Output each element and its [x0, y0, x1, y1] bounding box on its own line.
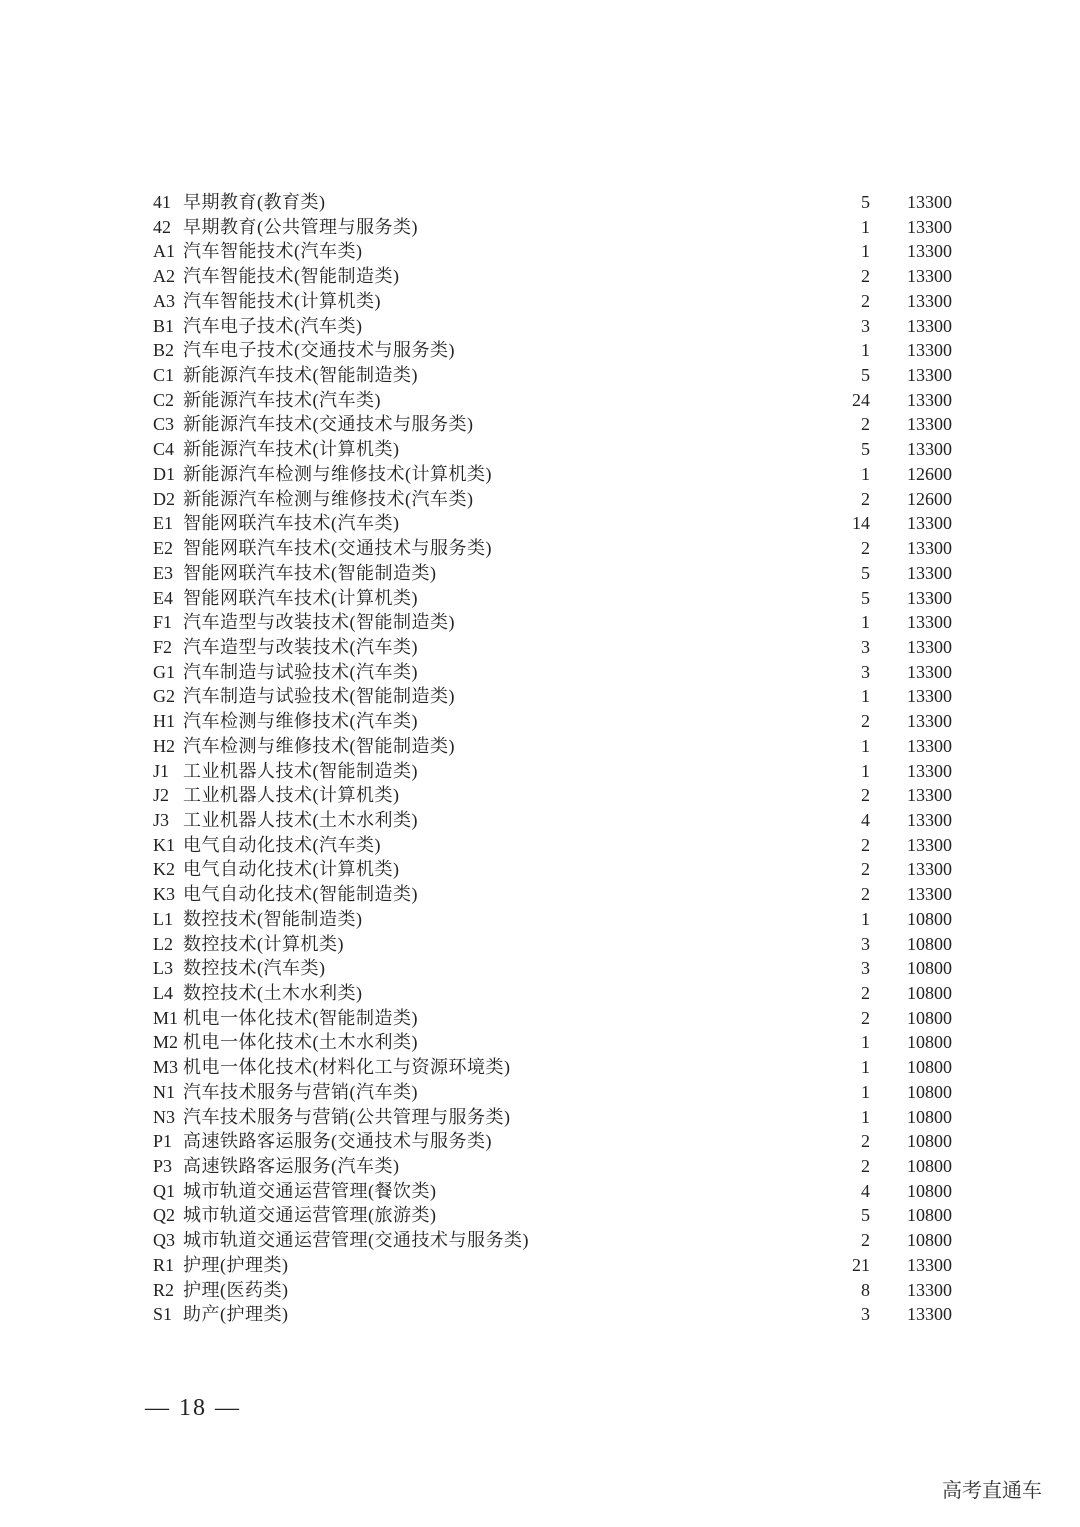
table-row: [153, 1228, 973, 1253]
program-name: 新能源汽车检测与维修技术(计算机类): [183, 463, 492, 484]
program-code: H1: [153, 711, 175, 732]
program-code: G2: [153, 686, 175, 707]
program-code: L2: [153, 933, 173, 954]
tuition-fee: 13300: [907, 1304, 952, 1325]
table-row: [153, 981, 973, 1006]
tuition-fee: 10800: [907, 1106, 952, 1127]
table-row: [153, 1129, 973, 1154]
tuition-fee: 13300: [907, 365, 952, 386]
program-name: 工业机器人技术(智能制造类): [183, 760, 418, 781]
program-code: F2: [153, 636, 173, 657]
enrollment-count: 1: [861, 1032, 870, 1053]
enrollment-count: 2: [861, 859, 870, 880]
table-row: [153, 363, 973, 388]
enrollment-count: 3: [861, 933, 870, 954]
program-name: 机电一体化技术(材料化工与资源环境类): [183, 1057, 511, 1078]
enrollment-count: 2: [861, 1156, 870, 1177]
table-row: [153, 907, 973, 932]
enrollment-count: 1: [861, 1081, 870, 1102]
program-name: 工业机器人技术(计算机类): [183, 785, 400, 806]
program-code: G1: [153, 661, 175, 682]
enrollment-count: 2: [861, 1007, 870, 1028]
table-row: [153, 190, 973, 215]
enrollment-count: 1: [861, 463, 870, 484]
table-row: [153, 1154, 973, 1179]
table-row: [153, 561, 973, 586]
enrollment-count: 2: [861, 785, 870, 806]
enrollment-count: 2: [861, 538, 870, 559]
program-code: J1: [153, 760, 170, 781]
enrollment-count: 2: [861, 290, 870, 311]
tuition-fee: 13300: [907, 785, 952, 806]
program-code: Q2: [153, 1205, 175, 1226]
enrollment-count: 2: [861, 1230, 870, 1251]
tuition-fee: 13300: [907, 216, 952, 237]
enrollment-count: 2: [861, 711, 870, 732]
program-code: A2: [153, 266, 175, 287]
table-row: [153, 388, 973, 413]
table-row: [153, 289, 973, 314]
program-name: 电气自动化技术(计算机类): [183, 859, 400, 880]
program-name: 数控技术(智能制造类): [183, 908, 363, 929]
enrollment-count: 5: [861, 365, 870, 386]
program-code: L3: [153, 958, 173, 979]
program-name: 数控技术(计算机类): [183, 933, 344, 954]
table-row: [153, 1203, 973, 1228]
page-number: — 18 —: [145, 1395, 241, 1421]
tuition-fee: 13300: [907, 859, 952, 880]
tuition-fee: 13300: [907, 809, 952, 830]
program-name: 数控技术(汽车类): [183, 958, 326, 979]
enrollment-count: 2: [861, 488, 870, 509]
program-name: 新能源汽车技术(交通技术与服务类): [183, 414, 474, 435]
enrollment-count: 1: [861, 241, 870, 262]
table-row: [153, 1253, 973, 1278]
program-name: 新能源汽车技术(智能制造类): [183, 365, 418, 386]
enrollment-count: 1: [861, 686, 870, 707]
program-code: N3: [153, 1106, 175, 1127]
table-row: [153, 660, 973, 685]
tuition-fee: 13300: [907, 266, 952, 287]
tuition-fee: 10800: [907, 958, 952, 979]
program-name: 智能网联汽车技术(计算机类): [183, 587, 418, 608]
program-code: L1: [153, 908, 173, 929]
table-row: [153, 412, 973, 437]
table-row: [153, 709, 973, 734]
table-row: [153, 1006, 973, 1031]
tuition-fee: 13300: [907, 241, 952, 262]
table-row: [153, 808, 973, 833]
program-code: Q1: [153, 1180, 175, 1201]
program-code: 42: [153, 216, 171, 237]
program-code: S1: [153, 1304, 173, 1325]
program-name: 高速铁路客运服务(汽车类): [183, 1156, 400, 1177]
enrollment-count: 5: [861, 587, 870, 608]
program-code: B2: [153, 340, 175, 361]
program-name: 汽车技术服务与营销(公共管理与服务类): [183, 1106, 511, 1127]
tuition-fee: 13300: [907, 389, 952, 410]
table-row: [153, 882, 973, 907]
table-row: [153, 783, 973, 808]
enrollment-count: 21: [852, 1254, 870, 1275]
program-code: K2: [153, 859, 175, 880]
enrollment-count: 24: [852, 389, 870, 410]
enrollment-count: 3: [861, 958, 870, 979]
table-row: [153, 536, 973, 561]
table-row: [153, 684, 973, 709]
enrollment-count: 1: [861, 612, 870, 633]
program-name: 新能源汽车检测与维修技术(汽车类): [183, 488, 474, 509]
tuition-fee: 13300: [907, 661, 952, 682]
program-name: 汽车电子技术(交通技术与服务类): [183, 340, 455, 361]
table-row: [153, 956, 973, 981]
tuition-fee: 13300: [907, 760, 952, 781]
tuition-fee: 13300: [907, 315, 952, 336]
watermark: 高考直通车: [942, 1478, 1042, 1502]
program-code: L4: [153, 983, 173, 1003]
program-name: 机电一体化技术(智能制造类): [183, 1007, 418, 1028]
program-code: 41: [153, 192, 171, 212]
enrollment-count: 2: [861, 834, 870, 855]
tuition-fee: 10800: [907, 1205, 952, 1226]
tuition-fee: 13300: [907, 686, 952, 707]
program-code: C3: [153, 414, 175, 435]
tuition-fee: 13300: [907, 834, 952, 855]
tuition-fee: 13300: [907, 711, 952, 732]
program-name: 汽车造型与改装技术(汽车类): [183, 636, 418, 657]
program-code: M3: [153, 1057, 179, 1078]
enrollment-count: 3: [861, 315, 870, 336]
program-code: P1: [153, 1131, 173, 1152]
tuition-fee: 13300: [907, 340, 952, 361]
table-row: [153, 1030, 973, 1055]
enrollment-count: 5: [861, 192, 870, 212]
tuition-fee: 13300: [907, 414, 952, 435]
program-code: E2: [153, 538, 173, 559]
enrollment-count: 5: [861, 1205, 870, 1226]
enrollment-count: 3: [861, 636, 870, 657]
program-code: M2: [153, 1032, 179, 1053]
enrollment-count: 8: [861, 1279, 870, 1300]
table-row: [153, 511, 973, 536]
table-row: [153, 487, 973, 512]
program-code: J3: [153, 809, 170, 830]
program-name: 工业机器人技术(土木水利类): [183, 809, 418, 830]
program-code: A1: [153, 241, 175, 262]
tuition-fee: 10800: [907, 1180, 952, 1201]
enrollment-count: 5: [861, 562, 870, 583]
enrollment-count: 1: [861, 760, 870, 781]
table-row: [153, 338, 973, 363]
program-code: A3: [153, 290, 175, 311]
program-name: 汽车智能技术(计算机类): [183, 290, 381, 311]
tuition-fee: 10800: [907, 1156, 952, 1177]
tuition-fee: 10800: [907, 1230, 952, 1251]
program-name: 电气自动化技术(智能制造类): [183, 884, 418, 905]
enrollment-count: 2: [861, 983, 870, 1003]
enrollment-count: 1: [861, 340, 870, 361]
program-name: 汽车制造与试验技术(智能制造类): [183, 686, 455, 707]
program-name: 智能网联汽车技术(汽车类): [183, 513, 400, 534]
program-name: 高速铁路客运服务(交通技术与服务类): [183, 1131, 492, 1152]
program-name: 电气自动化技术(汽车类): [183, 834, 381, 855]
program-name: 汽车检测与维修技术(汽车类): [183, 711, 418, 732]
program-name: 数控技术(土木水利类): [183, 983, 363, 1003]
tuition-fee: 10800: [907, 933, 952, 954]
table-row: [153, 314, 973, 339]
table-row: [153, 759, 973, 784]
tuition-fee: 10800: [907, 1131, 952, 1152]
program-name: 汽车智能技术(智能制造类): [183, 266, 400, 287]
tuition-fee: 13300: [907, 735, 952, 756]
table-row: [153, 215, 973, 240]
program-name: 城市轨道交通运营管理(餐饮类): [183, 1180, 437, 1201]
tuition-fee: 10800: [907, 1081, 952, 1102]
table-row: [153, 1055, 973, 1080]
tuition-fee: 13300: [907, 513, 952, 534]
program-name: 新能源汽车技术(汽车类): [183, 389, 381, 410]
tuition-fee: 13300: [907, 192, 952, 212]
tuition-fee: 10800: [907, 908, 952, 929]
program-code: C2: [153, 389, 175, 410]
table-row: [153, 932, 973, 957]
enrollment-count: 2: [861, 884, 870, 905]
enrollment-count: 2: [861, 1131, 870, 1152]
enrollment-count: 3: [861, 1304, 870, 1325]
enrollment-count: 4: [861, 809, 870, 830]
program-name: 机电一体化技术(土木水利类): [183, 1032, 418, 1053]
program-code: C4: [153, 439, 175, 460]
program-name: 汽车技术服务与营销(汽车类): [183, 1081, 418, 1102]
enrollment-count: 3: [861, 661, 870, 682]
tuition-fee: 10800: [907, 983, 952, 1003]
tuition-fee: 12600: [907, 463, 952, 484]
program-name: 汽车检测与维修技术(智能制造类): [183, 735, 455, 756]
tuition-fee: 13300: [907, 290, 952, 311]
program-code: E3: [153, 562, 173, 583]
tuition-fee: 13300: [907, 538, 952, 559]
program-name: 汽车造型与改装技术(智能制造类): [183, 612, 455, 633]
table-row: [153, 610, 973, 635]
program-code: M1: [153, 1007, 179, 1028]
program-code: N1: [153, 1081, 175, 1102]
tuition-fee: 10800: [907, 1032, 952, 1053]
program-name: 助产(护理类): [183, 1304, 289, 1325]
tuition-fee: 12600: [907, 488, 952, 509]
table-row: [153, 734, 973, 759]
tuition-fee: 13300: [907, 884, 952, 905]
tuition-fee: 13300: [907, 612, 952, 633]
program-name: 早期教育(教育类): [183, 192, 326, 212]
table-row: [153, 1179, 973, 1204]
table-row: [153, 857, 973, 882]
program-code: D1: [153, 463, 175, 484]
table-row: [153, 264, 973, 289]
tuition-fee: 13300: [907, 587, 952, 608]
program-name: 城市轨道交通运营管理(旅游类): [183, 1205, 437, 1226]
table-row: [153, 462, 973, 487]
table-row: [153, 1105, 973, 1130]
program-name: 汽车制造与试验技术(汽车类): [183, 661, 418, 682]
table-row: [153, 437, 973, 462]
program-code: E1: [153, 513, 173, 534]
tuition-fee: 10800: [907, 1007, 952, 1028]
tuition-fee: 13300: [907, 562, 952, 583]
enrollment-count: 1: [861, 908, 870, 929]
table-row: [153, 1080, 973, 1105]
table-row: [153, 1278, 973, 1303]
program-code: C1: [153, 365, 175, 386]
tuition-fee: 13300: [907, 1279, 952, 1300]
program-name: 新能源汽车技术(计算机类): [183, 439, 400, 460]
enrollment-count: 1: [861, 1057, 870, 1078]
enrollment-count: 5: [861, 439, 870, 460]
table-row: [153, 635, 973, 660]
program-name: 护理(医药类): [183, 1279, 289, 1300]
enrollment-count: 4: [861, 1180, 870, 1201]
program-code: R2: [153, 1279, 175, 1300]
enrollment-count: 2: [861, 414, 870, 435]
program-code: D2: [153, 488, 175, 509]
program-code: H2: [153, 735, 175, 756]
program-name: 护理(护理类): [183, 1254, 289, 1275]
program-code: P3: [153, 1156, 173, 1177]
program-code: K3: [153, 884, 175, 905]
tuition-fee: 13300: [907, 439, 952, 460]
program-name: 早期教育(公共管理与服务类): [183, 216, 418, 237]
enrollment-count: 1: [861, 735, 870, 756]
program-name: 汽车电子技术(汽车类): [183, 315, 363, 336]
program-code: K1: [153, 834, 175, 855]
enrollment-count: 1: [861, 1106, 870, 1127]
program-code: F1: [153, 612, 173, 633]
tuition-fee: 13300: [907, 1254, 952, 1275]
table-row: [153, 1302, 973, 1327]
program-code: E4: [153, 587, 173, 608]
enrollment-count: 1: [861, 216, 870, 237]
program-name: 汽车智能技术(汽车类): [183, 241, 363, 262]
program-code: Q3: [153, 1230, 175, 1251]
enrollment-count: 2: [861, 266, 870, 287]
tuition-fee: 10800: [907, 1057, 952, 1078]
program-code: B1: [153, 315, 175, 336]
enrollment-count: 14: [852, 513, 870, 534]
tuition-fee: 13300: [907, 636, 952, 657]
program-name: 智能网联汽车技术(智能制造类): [183, 562, 437, 583]
table-row: [153, 833, 973, 858]
program-list: [153, 190, 973, 1327]
table-row: [153, 586, 973, 611]
program-name: 城市轨道交通运营管理(交通技术与服务类): [183, 1230, 529, 1251]
table-row: [153, 239, 973, 264]
program-code: R1: [153, 1254, 175, 1275]
program-code: J2: [153, 785, 170, 806]
program-name: 智能网联汽车技术(交通技术与服务类): [183, 538, 492, 559]
